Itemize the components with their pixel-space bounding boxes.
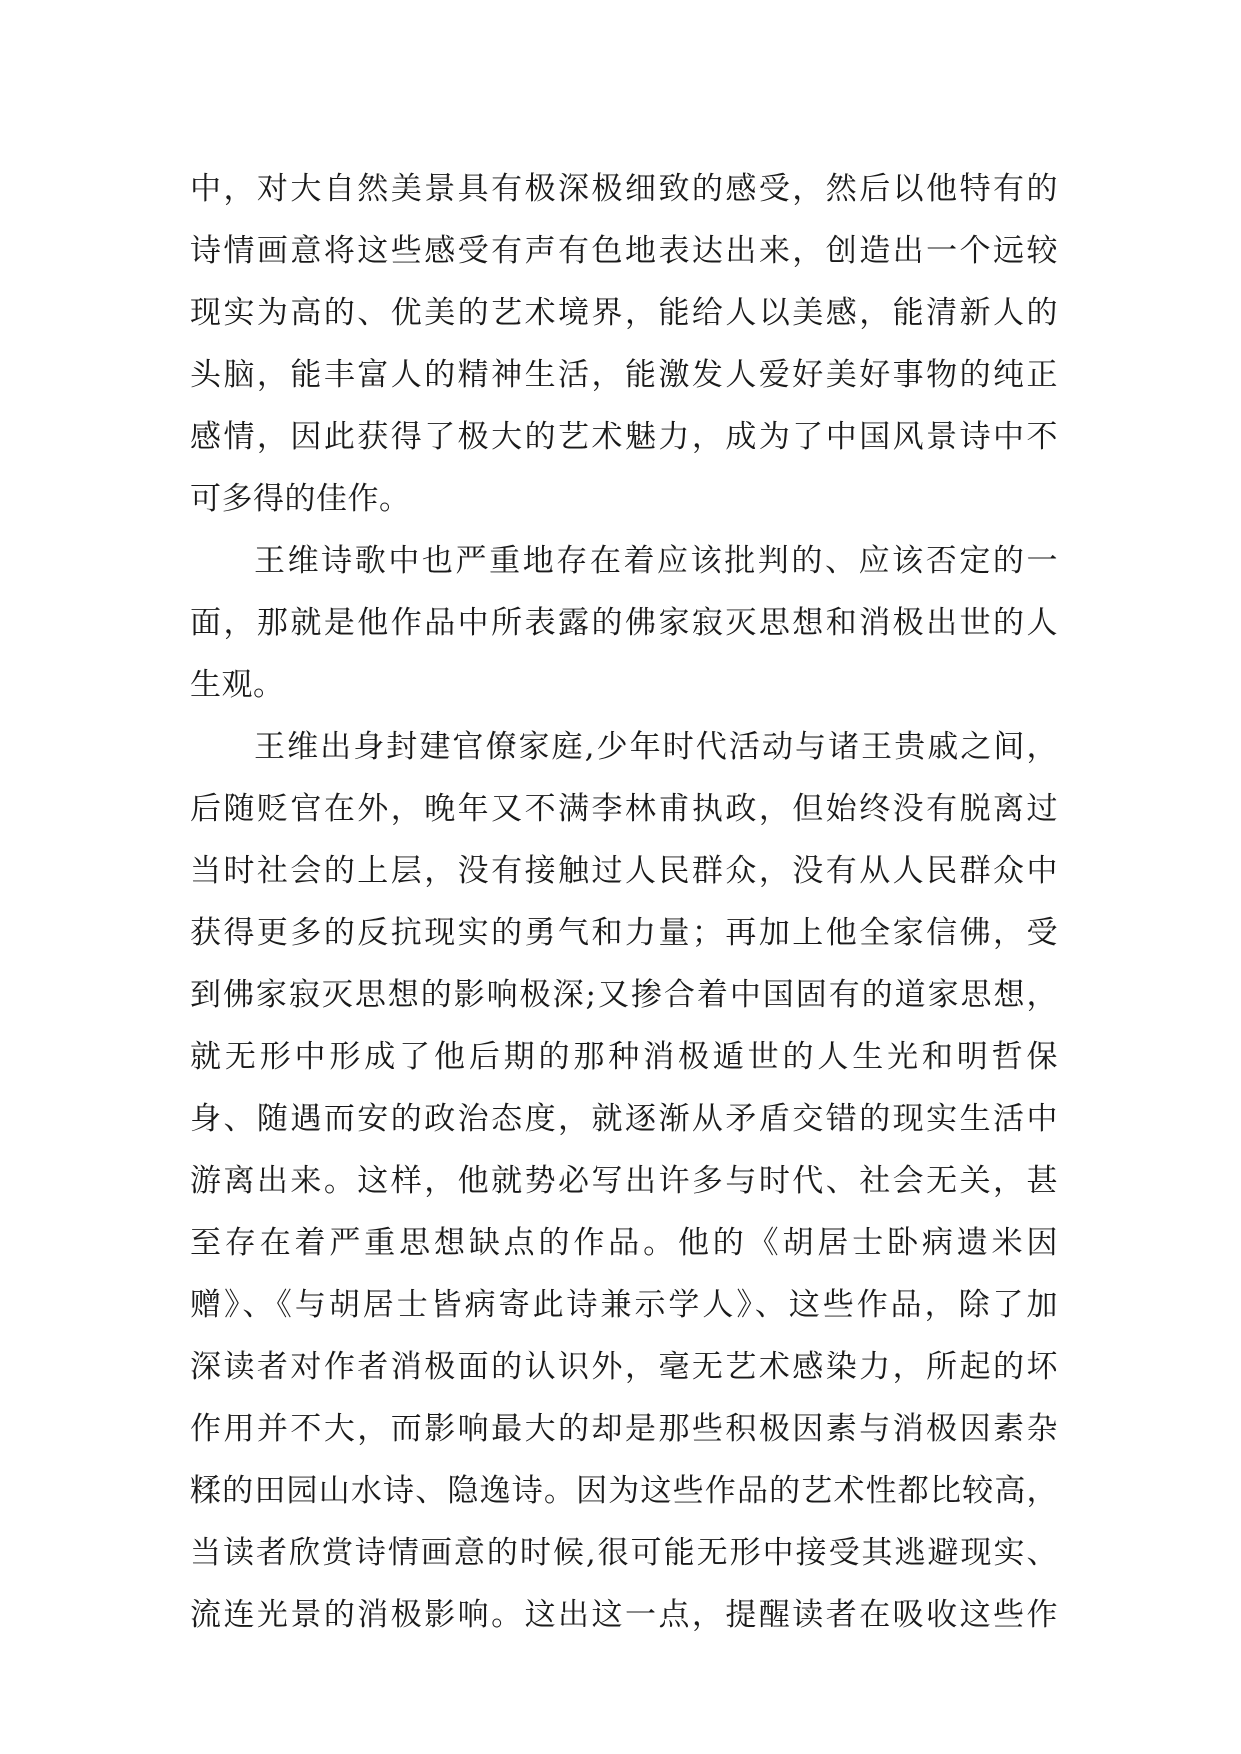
- text-line: 当读者欣赏诗情画意的时候,很可能无形中接受其逃避现实、: [190, 1535, 1058, 1571]
- text-line: 获得更多的反抗现实的勇气和力量；再加上他全家信佛，受: [190, 915, 1058, 951]
- paragraph-3: [190, 716, 1058, 1646]
- text-line: 王维诗歌中也严重地存在着应该批判的、应该否定的一: [254, 543, 1058, 579]
- text-line: 赠》、《与胡居士皆病寄此诗兼示学人》、这些作品，除了加: [190, 1287, 1058, 1323]
- text-line: 感情，因此获得了极大的艺术魅力，成为了中国风景诗中不: [190, 419, 1058, 455]
- paragraph-2: [190, 530, 1058, 716]
- text-line: 中，对大自然美景具有极深极细致的感受，然后以他特有的: [190, 171, 1058, 207]
- text-line: 当时社会的上层，没有接触过人民群众，没有从人民群众中: [190, 853, 1058, 889]
- text-line: 流连光景的消极影响。这出这一点，提醒读者在吸收这些作: [190, 1597, 1058, 1633]
- paragraph-1: [190, 158, 1058, 530]
- text-line: 游离出来。这样，他就势必写出许多与时代、社会无关，甚: [190, 1163, 1058, 1199]
- text-line: 深读者对作者消极面的认识外，毫无艺术感染力，所起的坏: [190, 1349, 1058, 1385]
- text-line: 至存在着严重思想缺点的作品。他的《胡居士卧病遗米因: [190, 1225, 1058, 1261]
- text-line: 头脑，能丰富人的精神生活，能激发人爱好美好事物的纯正: [190, 357, 1058, 393]
- text-line: 现实为高的、优美的艺术境界，能给人以美感，能清新人的: [190, 295, 1058, 331]
- text-line: 就无形中形成了他后期的那种消极遁世的人生光和明哲保: [190, 1039, 1058, 1075]
- text-line: 王维出身封建官僚家庭,少年时代活动与诸王贵戚之间，: [254, 729, 1058, 765]
- text-line: 作用并不大，而影响最大的却是那些积极因素与消极因素杂: [190, 1411, 1058, 1447]
- document-body: [190, 158, 1058, 1646]
- text-line: 糅的田园山水诗、隐逸诗。因为这些作品的艺术性都比较高，: [190, 1473, 1058, 1509]
- text-line: 可多得的佳作。: [190, 481, 411, 517]
- text-line: 诗情画意将这些感受有声有色地表达出来，创造出一个远较: [190, 233, 1058, 269]
- text-line: 生观。: [190, 667, 285, 703]
- text-line: 身、随遇而安的政治态度，就逐渐从矛盾交错的现实生活中: [190, 1101, 1058, 1137]
- text-line: 后随贬官在外，晚年又不满李林甫执政，但始终没有脱离过: [190, 791, 1058, 827]
- text-line: 到佛家寂灭思想的影响极深;又掺合着中国固有的道家思想，: [190, 977, 1058, 1013]
- text-line: 面，那就是他作品中所表露的佛家寂灭思想和消极出世的人: [190, 605, 1058, 641]
